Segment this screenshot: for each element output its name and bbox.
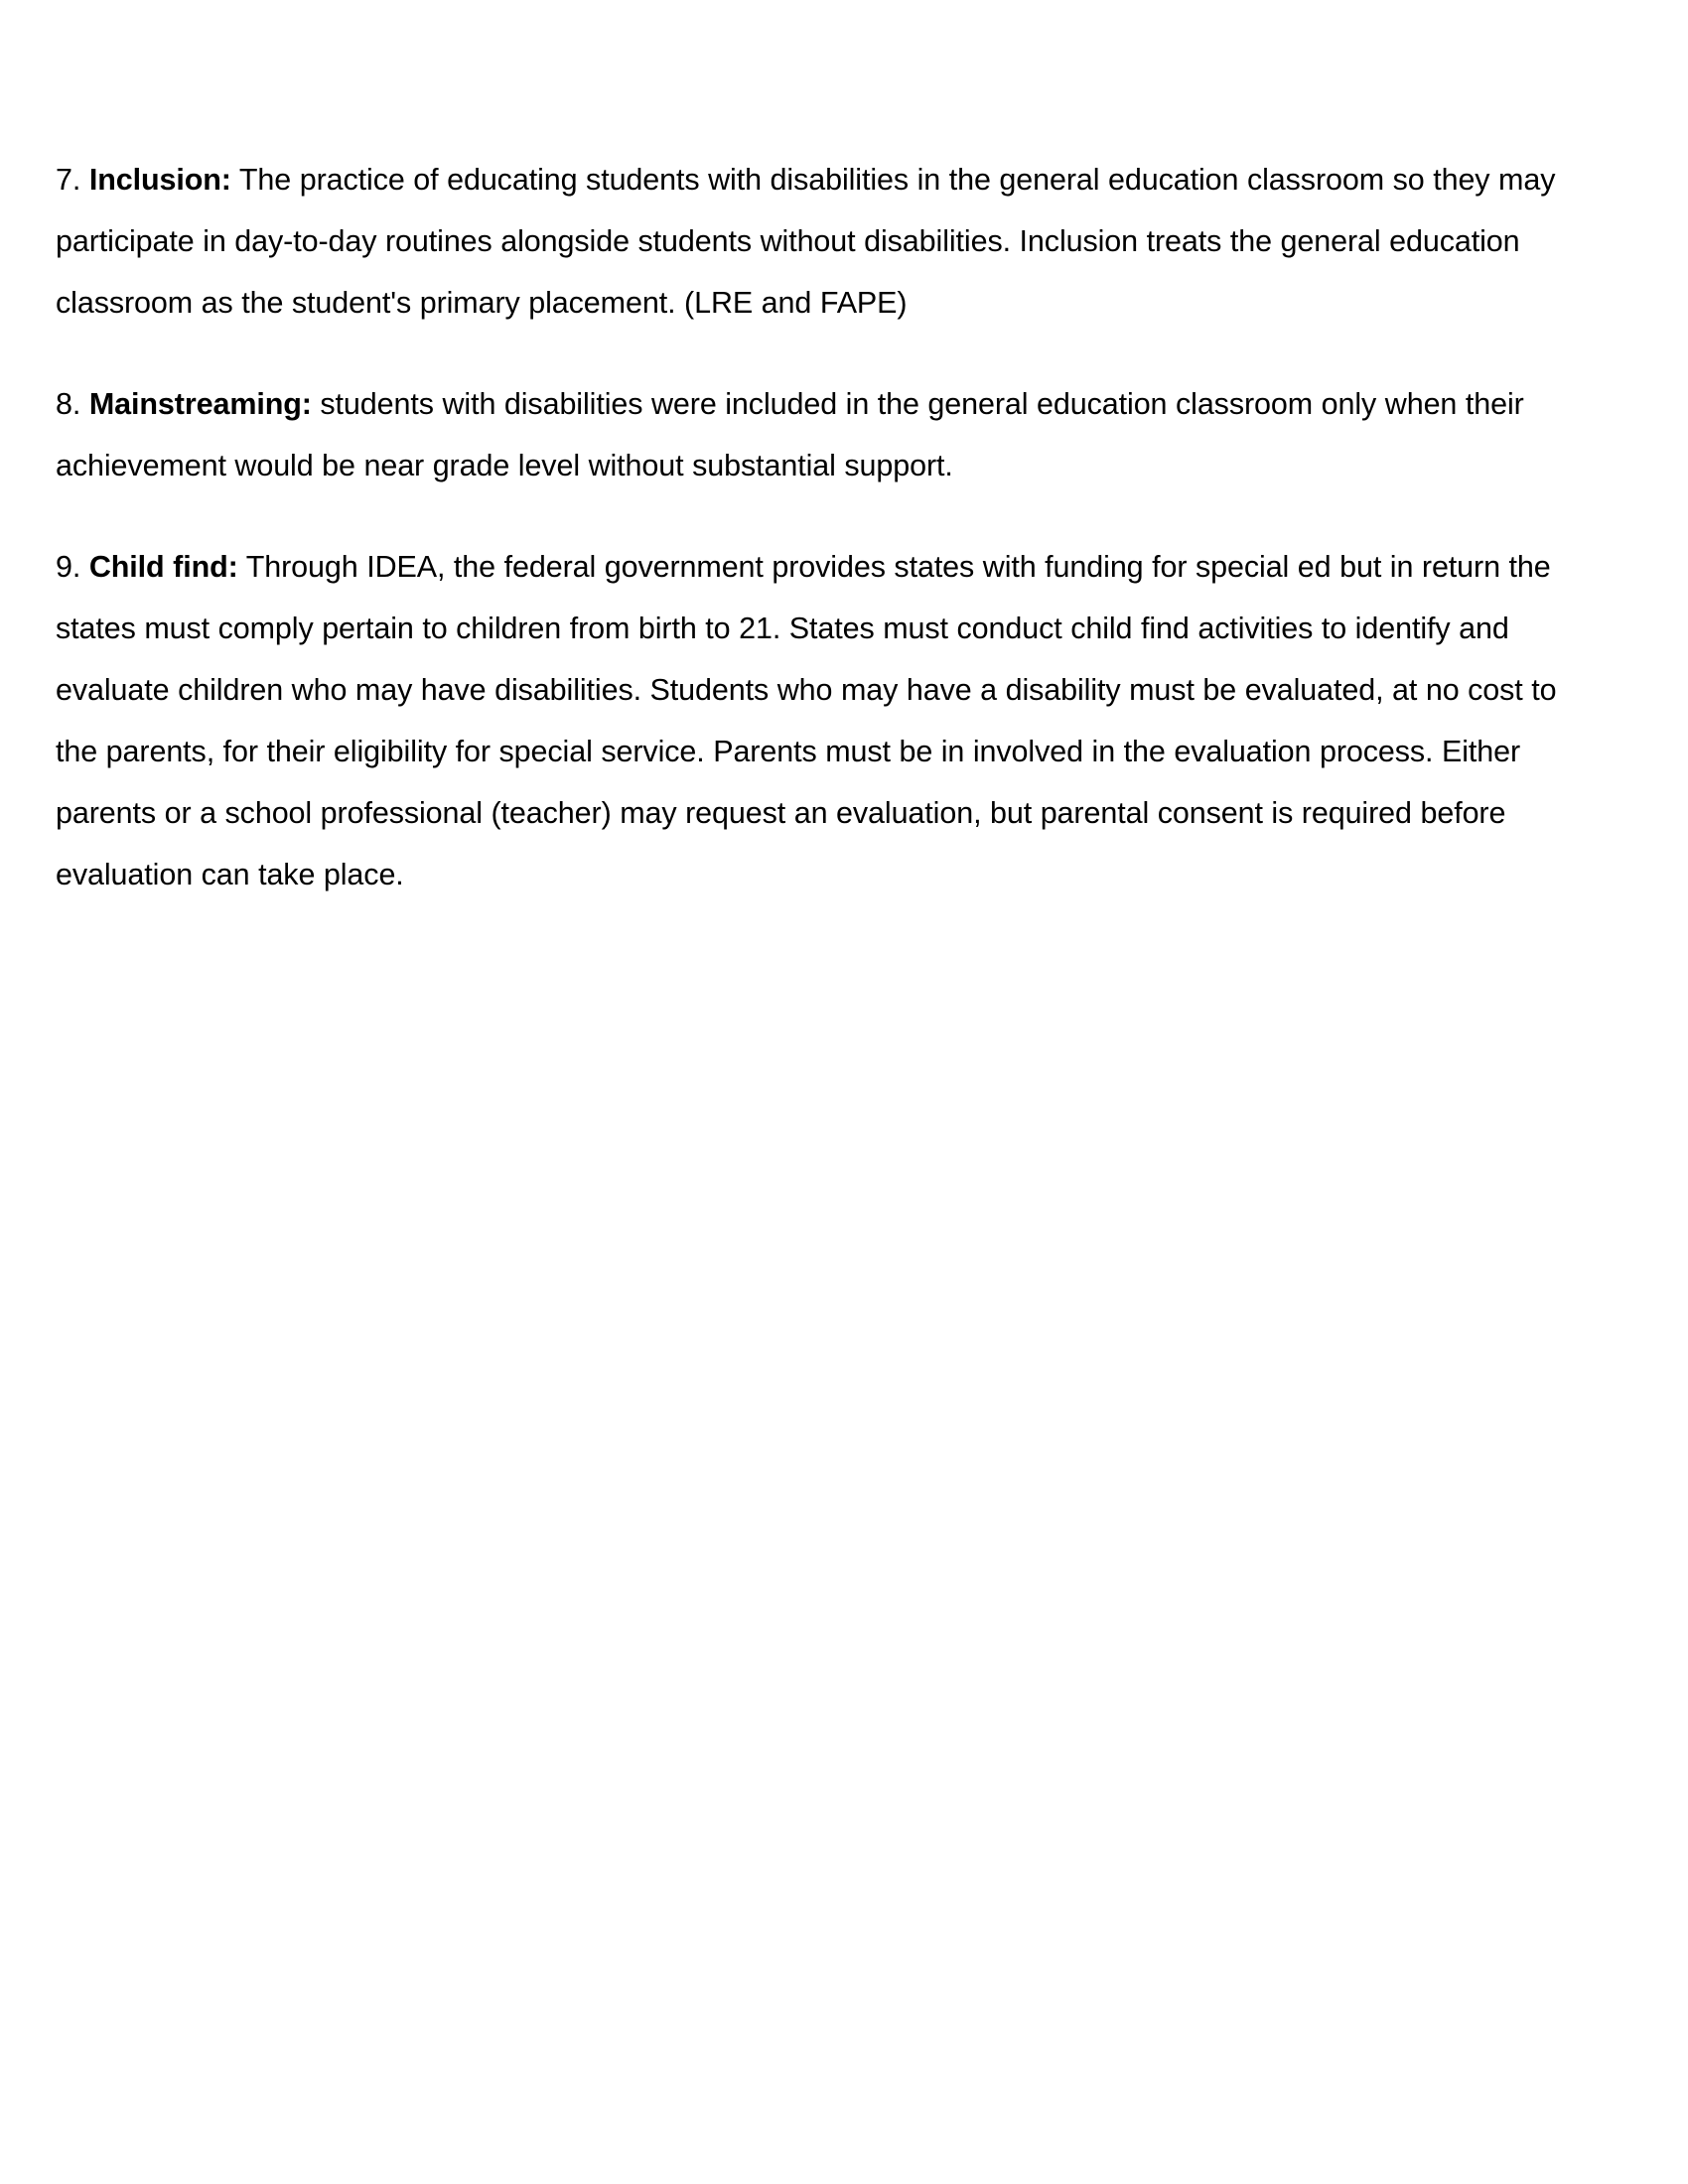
definition-entry-child-find <box>56 536 1580 905</box>
entry-number: 9. <box>56 550 81 584</box>
notes-body <box>56 149 1654 905</box>
entry-term-label: Inclusion: <box>88 163 231 197</box>
entry-number: 8. <box>56 387 81 421</box>
entry-definition-text: Through IDEA, the federal government provides states with funding for special ed but in return the states must comply pertain to children from birth to 21. States must conduct child find activities to identify and evaluate children who may have disabilities. Students who may have a disability must be evaluated, at no cost to the parents, for their eligibility for special service. Parents must be in involved in the evaluation process. Either parents or a school professional (teacher) may request an evaluation, but parental consent is required before evaluation can take place. <box>56 550 1557 891</box>
definition-entry-mainstreaming <box>56 373 1545 496</box>
entry-term-label: Child find: <box>88 550 238 584</box>
entry-number: 7. <box>56 163 81 197</box>
entry-definition-text: students with disabilities were included in the general education classroom only when their achievement would be near grade level without substantial support. <box>56 387 1524 482</box>
entry-term-label: Mainstreaming: <box>88 387 312 421</box>
definition-entry-inclusion <box>56 149 1565 334</box>
entry-definition-text: The practice of educating students with disabilities in the general education classroom so they may participate in day-to-day routines alongside students without disabilities. Inclusion treats the general education classroom as the student's primary placement. (LRE and FAPE) <box>56 163 1556 320</box>
